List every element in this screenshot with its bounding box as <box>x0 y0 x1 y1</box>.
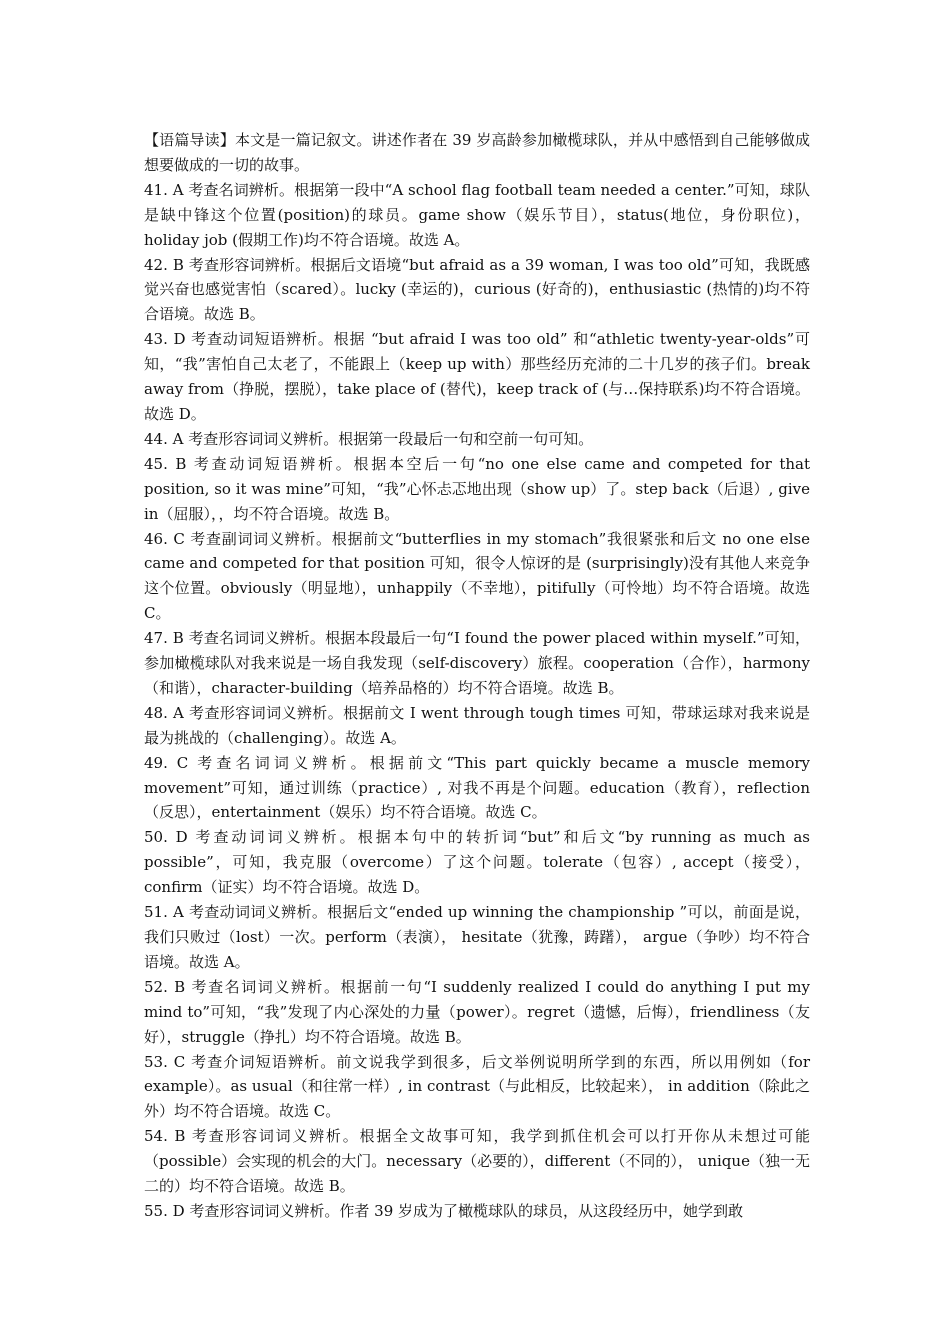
answer-explanation-document <box>144 128 810 1224</box>
answer-45-paragraph: 45. B 考查动词短语辨析。根据本空后一句“no one else came and competed for that position, so it was mine”可知，“我”心怀忐忑地出现（show up）了。step back（后退）, give in（屈服），，均不符合语境。故选 B。 <box>144 454 810 523</box>
answer-55-paragraph: 55. D 考查形容词词义辨析。作者 39 岁成为了橄榄球队的球员，从这段经历中，她学到敢 <box>144 1201 744 1220</box>
answer-52-paragraph: 52. B 考查名词词义辨析。根据前一句“I suddenly realized I could do anything I put my mind to”可知，“我”发现了内心深处的力量（power）。regret（遗憾，后悔），friendliness（友好），struggle（挣扎）均不符合语境。故选 B。 <box>144 977 810 1046</box>
answer-54-paragraph: 54. B 考查形容词词义辨析。根据全文故事可知，我学到抓住机会可以打开你从未想过可能（possible）会实现的机会的大门。necessary（必要的），different（不同的）， unique（独一无二的）均不符合语境。故选 B。 <box>144 1127 810 1196</box>
answer-42-paragraph: 42. B 考查形容词辨析。根据后文语境“but afraid as a 39 woman, I was too old”可知，我既感觉兴奋也感觉害怕（scared）。lucky (幸运的)，curious (好奇的)，enthusiastic (热情的)均不符合语境。故选 B。 <box>144 255 810 324</box>
answer-46-paragraph: 46. C 考查副词词义辨析。根据前文“butterflies in my stomach”我很紧张和后文 no one else came and competed for that position 可知，很令人惊讶的是 (surprisingly)没有其他人来竞争这个位置。obviously（明显地），unhappily（不幸地），pitifully（可怜地）均不符合语境。故选 C。 <box>144 529 810 623</box>
answer-44-paragraph: 44. A 考查形容词词义辨析。根据第一段最后一句和空前一句可知。 <box>144 429 594 448</box>
answer-47-paragraph: 47. B 考查名词词义辨析。根据本段最后一句“I found the power placed within myself.”可知，参加橄榄球队对我来说是一场自我发现（self-discovery）旅程。cooperation（合作），harmony（和谐），character-building（培养品格的）均不符合语境。故选 B。 <box>144 629 810 697</box>
answer-50-paragraph: 50. D 考查动词词义辨析。根据本句中的转折词“but”和后文“by running as much as possible”，可知，我克服（overcome）了这个问题。tolerate（包容）, accept（接受），confirm（证实）均不符合语境。故选 D。 <box>144 828 810 897</box>
reading-guide-paragraph: 【语篇导读】本文是一篇记叙文。讲述作者在 39 岁高龄参加橄榄球队，并从中感悟到自己能够做成想要做成的一切的故事。 <box>144 131 810 174</box>
answer-53-paragraph: 53. C 考查介词短语辨析。前文说我学到很多，后文举例说明所学到的东西，所以用例如（for example）。as usual（和往常一样）, in contrast（与此相反，比较起来）， in addition（除此之外）均不符合语境。故选 C。 <box>144 1052 810 1121</box>
answer-49-paragraph: 49. C 考查名词词义辨析。根据前文“This part quickly became a muscle memory movement”可知，通过训练（practice）, 对我不再是个问题。education（教育），reflection（反思），entertainment（娱乐）均不符合语境。故选 C。 <box>144 753 810 822</box>
answer-43-paragraph: 43. D 考查动词短语辨析。根据 “but afraid I was too old” 和“athletic twenty-year-olds”可知，“我”害怕自己太老了，不能跟上（keep up with）那些经历充沛的二十几岁的孩子们。break away from（挣脱，摆脱），take place of (替代)，keep track of (与…保持联系)均不符合语境。故选 D。 <box>144 330 810 423</box>
answer-41-paragraph: 41. A 考查名词辨析。根据第一段中“A school flag football team needed a center.”可知，球队是缺中锋这个位置(position)的球员。game show（娱乐节目），status(地位，身份职位)，holiday job (假期工作)均不符合语境。故选 A。 <box>144 180 810 249</box>
answer-48-paragraph: 48. A 考查形容词词义辨析。根据前文 I went through tough times 可知，带球运球对我来说是最为挑战的（challenging）。故选 A。 <box>144 703 810 747</box>
answer-51-paragraph: 51. A 考查动词词义辨析。根据后文“ended up winning the championship ”可以，前面是说，我们只败过（lost）一次。perform（表演）， hesitate（犹豫，踌躇）， argue（争吵）均不符合语境。故选 A。 <box>144 903 810 971</box>
